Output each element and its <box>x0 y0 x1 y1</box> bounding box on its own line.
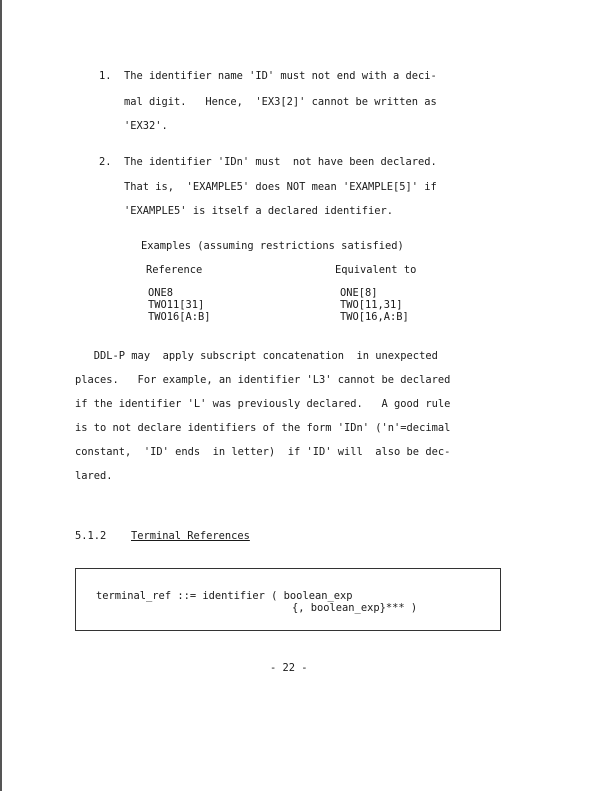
example-equivalent: TWO[11,31] <box>340 299 403 311</box>
example-reference: ONE8 <box>148 287 174 299</box>
example-reference: TWO11[31] <box>148 299 205 311</box>
section-number: 5.1.2 <box>75 530 107 542</box>
grammar-box-bottom <box>75 630 501 631</box>
paragraph-line-1: DDL-P may apply subscript concatenation in unexpected <box>75 350 438 362</box>
grammar-box-top <box>75 568 501 569</box>
examples-col-reference: Reference <box>146 264 203 276</box>
rule-1-line-1: The identifier name 'ID' must not end with a deci- <box>124 70 437 82</box>
example-equivalent: TWO[16,A:B] <box>340 311 409 323</box>
rule-1-number: 1. <box>99 70 112 82</box>
grammar-box-right <box>500 568 501 630</box>
grammar-box-left <box>75 568 76 630</box>
page-number: - 22 - <box>270 662 308 674</box>
rule-2-line-2: That is, 'EXAMPLE5' does NOT mean 'EXAMPLE[5]' if <box>124 181 437 193</box>
grammar-line-2: {, boolean_exp}*** ) <box>292 602 418 614</box>
section-title: Terminal References <box>131 530 250 542</box>
paragraph-line-2: places. For example, an identifier 'L3' cannot be declared <box>75 374 451 386</box>
examples-heading: Examples (assuming restrictions satisfied) <box>141 240 404 252</box>
example-reference: TWO16[A:B] <box>148 311 211 323</box>
rule-1-line-3: 'EX32'. <box>124 120 168 132</box>
example-equivalent: ONE[8] <box>340 287 378 299</box>
rule-2-number: 2. <box>99 156 112 168</box>
paragraph-line-3: if the identifier 'L' was previously declared. A good rule <box>75 398 451 410</box>
paragraph-line-4: is to not declare identifiers of the form 'IDn' ('n'=decimal <box>75 422 451 434</box>
page-left-edge <box>0 0 2 791</box>
rule-2-line-3: 'EXAMPLE5' is itself a declared identifier. <box>124 205 393 217</box>
examples-col-equivalent: Equivalent to <box>335 264 417 276</box>
paragraph-line-6: lared. <box>75 470 113 482</box>
rule-1-line-2: mal digit. Hence, 'EX3[2]' cannot be written as <box>124 96 437 108</box>
paragraph-line-5: constant, 'ID' ends in letter) if 'ID' will also be dec- <box>75 446 451 458</box>
grammar-line-1: terminal_ref ::= identifier ( boolean_exp <box>96 590 353 602</box>
rule-2-line-1: The identifier 'IDn' must not have been declared. <box>124 156 437 168</box>
